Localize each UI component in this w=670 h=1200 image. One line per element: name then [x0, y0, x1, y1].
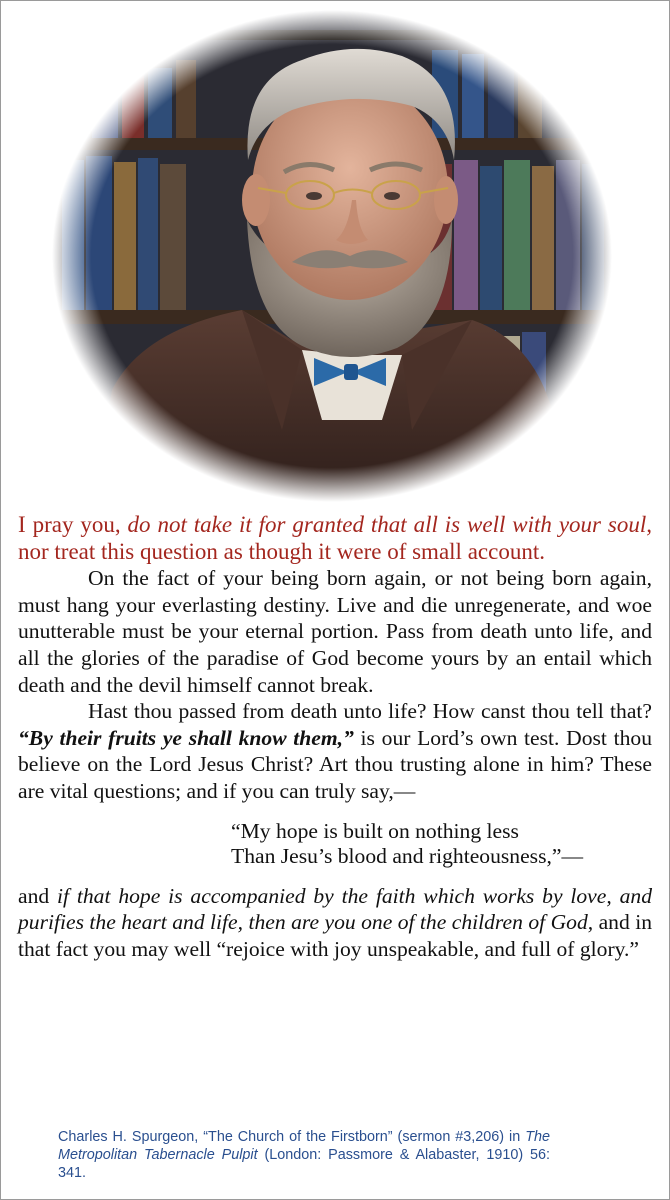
- hymn-line-2: Than Jesu’s blood and righteousness,”—: [231, 843, 584, 868]
- citation-post: (London: Passmore & Alabaster, 1910) 56: 341.: [58, 1147, 550, 1181]
- lead-emphasis: do not take it for granted that all is well with your soul,: [127, 512, 652, 537]
- hymn-quote: [231, 819, 652, 869]
- paragraph-2: [18, 698, 652, 804]
- paragraph-1: On the fact of your being born again, or not being born again, must hang your everlasting destiny. Live and die unregenerate, and woe unutterable must be your eternal portion. Pass from death unto life, and all the glories of the paradise of God become yours by an entail which death and the devil himself cannot break.: [18, 566, 652, 697]
- portrait-photo: [52, 10, 612, 502]
- citation-title: The Metropolitan Tabernacle Pulpit: [58, 1129, 550, 1163]
- quote-block: [18, 512, 652, 962]
- paragraph-3: [18, 883, 652, 963]
- para2-pre: Hast thou passed from death unto life? How canst thou tell that?: [88, 699, 652, 724]
- citation-pre: Charles H. Spurgeon, “The Church of the Firstborn” (sermon #3,206) in: [58, 1129, 526, 1145]
- para3-pre: and: [18, 883, 58, 908]
- para2-emphasis: “By their fruits ye shall know them,”: [18, 725, 354, 750]
- para3-post: and in that fact you may well “rejoice with joy unspeakable, and full of glory.”: [18, 910, 652, 961]
- citation: [58, 1128, 550, 1182]
- lead-pre: I pray you,: [18, 512, 128, 537]
- lead-sentence: [18, 512, 652, 565]
- hymn-line-1: “My hope is built on nothing less: [231, 818, 519, 843]
- lead-post: nor treat this question as though it were of small account.: [18, 538, 545, 564]
- para2-post: is our Lord’s own test. Dost thou believe on the Lord Jesus Christ? Art thou trusting alone in him? These are vital questions; and if you can truly say,—: [18, 725, 652, 803]
- para3-emphasis: if that hope is accompanied by the faith which works by love, and purifies the heart and life, then are you one of the children of God,: [18, 883, 652, 935]
